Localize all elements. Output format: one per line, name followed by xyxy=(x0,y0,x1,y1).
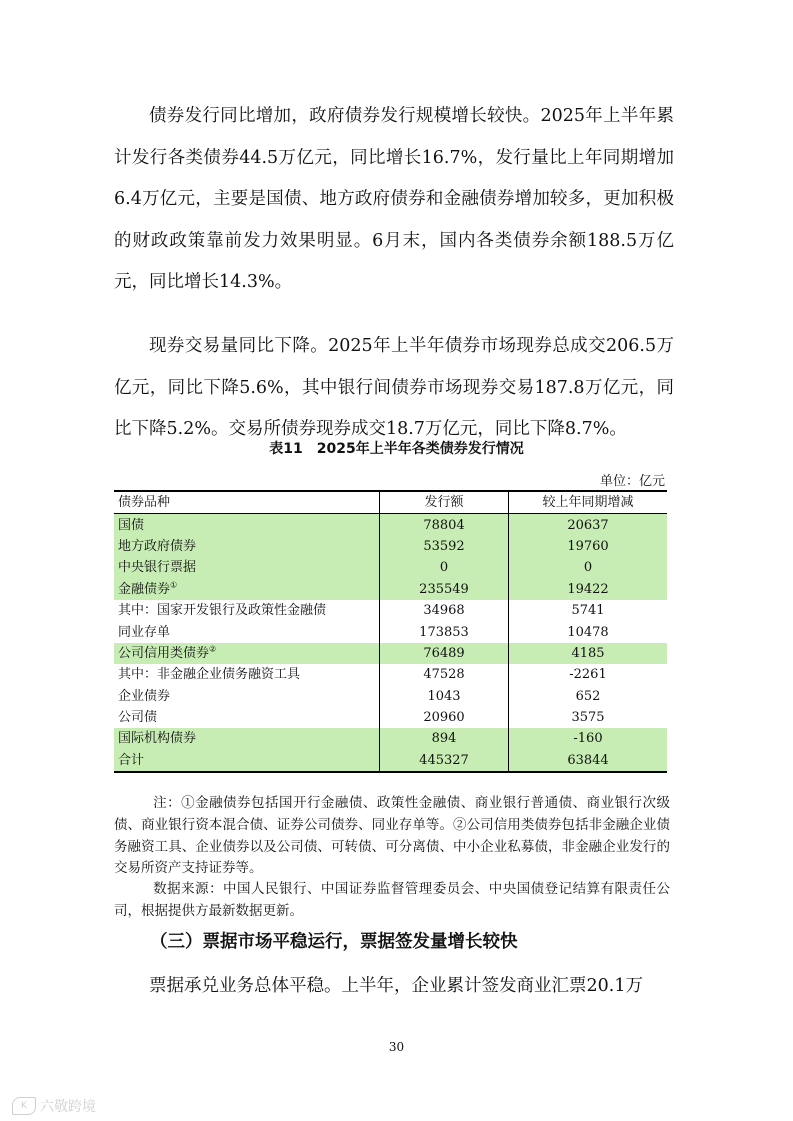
table-title: 表11 2025年上半年各类债券发行情况 xyxy=(269,441,524,457)
row-issued: 53592 xyxy=(380,536,509,557)
table-row-total xyxy=(114,750,667,772)
table-row xyxy=(114,514,667,536)
row-name: 合计 xyxy=(114,750,380,772)
row-name: 地方政府债券 xyxy=(114,536,380,557)
row-change: 63844 xyxy=(509,750,668,772)
paragraph-bill-acceptance: 票据承兑业务总体平稳。上半年，企业累计签发商业汇票20.1万 xyxy=(149,976,643,996)
row-change: 0 xyxy=(509,557,668,578)
table-row xyxy=(114,643,667,664)
row-change: 5741 xyxy=(509,600,668,621)
row-issued: 20960 xyxy=(380,707,509,728)
row-issued: 894 xyxy=(380,728,509,749)
row-change: 652 xyxy=(509,686,668,707)
table-unit: 单位：亿元 xyxy=(599,474,665,489)
watermark-text: 六敬跨境 xyxy=(40,1099,96,1115)
paragraph-bond-issuance: 债券发行同比增加，政府债券发行规模增长较快。2025年上半年累计发行各类债券44.5万亿元，同比增长16.7%，发行量比上年同期增加6.4万亿元，主要是国债、地方政府债券和金融债券增加较多，更加积极的财政政策靠前发力效果明显。6月末，国内各类债券余额188.5万亿元，同比增长14.3%。 xyxy=(114,106,674,292)
table-note: 注：①金融债券包括国开行金融债、政策性金融债、商业银行普通债、商业银行次级债、商业银行资本混合债、证券公司债券、同业存单等。②公司信用类债券包括非金融企业债务融资工具、企业债券以及公司债、可转债、可分离债、中小企业私募债，非金融企业发行的交易所资产支持证券等。 xyxy=(114,795,670,877)
section-heading: （三）票据市场平稳运行，票据签发量增长较快 xyxy=(150,932,518,952)
row-change: 3575 xyxy=(509,707,668,728)
row-name: 中央银行票据 xyxy=(114,557,380,578)
row-change: -2261 xyxy=(509,664,668,685)
row-name: 公司债 xyxy=(114,707,380,728)
table-row xyxy=(114,557,667,578)
data-source-note: 数据来源：中国人民银行、中国证券监督管理委员会、中央国债登记结算有限责任公司，根据提供方最新数据更新。 xyxy=(114,881,670,919)
row-issued: 235549 xyxy=(380,579,509,600)
header-change: 较上年同期增减 xyxy=(509,491,668,514)
table-row xyxy=(114,579,667,600)
row-change: 19760 xyxy=(509,536,668,557)
header-issued: 发行额 xyxy=(380,491,509,514)
row-change: -160 xyxy=(509,728,668,749)
page-number: 30 xyxy=(388,1040,405,1054)
row-name: 企业债券 xyxy=(114,686,380,707)
footnote-marker: ① xyxy=(170,580,178,590)
row-change: 4185 xyxy=(509,643,668,664)
table-row xyxy=(114,621,667,642)
row-issued: 0 xyxy=(380,557,509,578)
row-name: 国际机构债券 xyxy=(114,728,380,749)
table-row xyxy=(114,728,667,749)
row-issued: 445327 xyxy=(380,750,509,772)
footnote-marker: ② xyxy=(209,644,217,654)
row-issued: 173853 xyxy=(380,621,509,642)
row-issued: 76489 xyxy=(380,643,509,664)
table-row xyxy=(114,707,667,728)
row-name: 其中：非金融企业债务融资工具 xyxy=(114,664,380,685)
row-change: 19422 xyxy=(509,579,668,600)
row-issued: 34968 xyxy=(380,600,509,621)
row-name: 同业存单 xyxy=(114,621,380,642)
table-row xyxy=(114,600,667,621)
table-header-row xyxy=(114,491,667,514)
row-change: 20637 xyxy=(509,514,668,536)
row-issued: 1043 xyxy=(380,686,509,707)
watermark-logo-icon: K xyxy=(12,1097,36,1115)
row-name: 其中：国家开发银行及政策性金融债 xyxy=(114,600,380,621)
bond-issuance-table xyxy=(114,490,667,773)
table-row xyxy=(114,664,667,685)
row-issued: 47528 xyxy=(380,664,509,685)
row-change: 10478 xyxy=(509,621,668,642)
header-bond-type: 债券品种 xyxy=(114,491,380,514)
table-row xyxy=(114,686,667,707)
row-issued: 78804 xyxy=(380,514,509,536)
row-name: 国债 xyxy=(114,514,380,536)
row-name: 金融债券① xyxy=(114,579,380,600)
paragraph-spot-trading: 现券交易量同比下降。2025年上半年债券市场现券总成交206.5万亿元，同比下降5.6%，其中银行间债券市场现券交易187.8万亿元，同比下降5.2%。交易所债券现券成交18.7万亿元，同比下降8.7%。 xyxy=(114,336,674,439)
watermark xyxy=(12,1096,96,1116)
row-name: 公司信用类债券② xyxy=(114,643,380,664)
table-row xyxy=(114,536,667,557)
